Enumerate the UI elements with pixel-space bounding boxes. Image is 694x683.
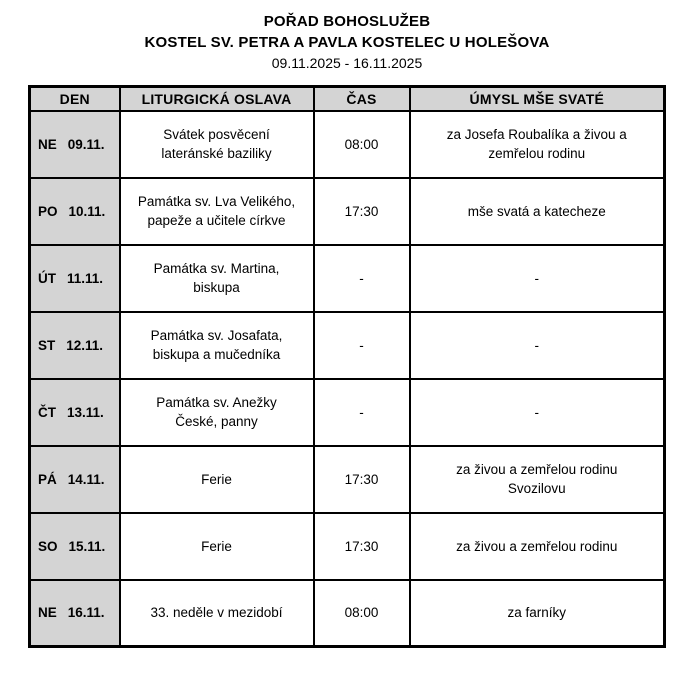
celebration-cell: Svátek posvěcení lateránské baziliky — [120, 111, 314, 178]
intention-cell: mše svatá a katecheze — [410, 178, 665, 245]
day-cell — [30, 178, 120, 245]
celebration-cell: Ferie — [120, 513, 314, 580]
table-row — [30, 111, 665, 178]
time-cell: 17:30 — [314, 446, 410, 513]
column-header-time: ČAS — [314, 87, 410, 111]
celebration-cell: Památka sv. Lva Velikého, papeže a učitele církve — [120, 178, 314, 245]
table-row — [30, 513, 665, 580]
day-date: 12.11. — [66, 337, 104, 353]
day-abbr: ÚT — [38, 270, 56, 286]
day-date: 13.11. — [67, 404, 104, 420]
intention-cell: za živou a zemřelou rodinu Svozilovu — [410, 446, 665, 513]
table-row — [30, 446, 665, 513]
day-cell — [30, 312, 120, 379]
day-abbr: NE — [38, 605, 57, 621]
day-date: 10.11. — [68, 203, 106, 219]
day-cell — [30, 111, 120, 178]
time-cell: - — [314, 379, 410, 446]
table-header-row — [30, 87, 665, 111]
day-date: 11.11. — [67, 270, 104, 286]
celebration-cell: Památka sv. Josafata, biskupa a mučedníka — [120, 312, 314, 379]
time-cell: 08:00 — [314, 111, 410, 178]
page-subtitle: KOSTEL SV. PETRA A PAVLA KOSTELEC U HOLEŠOVA — [144, 34, 550, 51]
day-cell — [30, 245, 120, 312]
column-header-intention: ÚMYSL MŠE SVATÉ — [410, 87, 665, 111]
day-date: 16.11. — [67, 605, 105, 621]
intention-cell: - — [410, 379, 665, 446]
day-abbr: SO — [38, 538, 58, 554]
time-cell: 17:30 — [314, 513, 410, 580]
time-cell: 17:30 — [314, 178, 410, 245]
day-date: 14.11. — [67, 471, 105, 487]
time-cell: 08:00 — [314, 580, 410, 647]
intention-cell: za živou a zemřelou rodinu — [410, 513, 665, 580]
date-range: 09.11.2025 - 16.11.2025 — [271, 55, 423, 71]
day-date: 09.11. — [67, 136, 105, 152]
day-abbr: PO — [38, 203, 58, 219]
day-cell — [30, 379, 120, 446]
schedule-table — [28, 85, 666, 648]
day-date: 15.11. — [68, 538, 106, 554]
day-abbr: ST — [38, 337, 56, 353]
table-row — [30, 379, 665, 446]
day-cell — [30, 513, 120, 580]
document-header — [0, 0, 694, 74]
intention-cell: - — [410, 312, 665, 379]
time-cell: - — [314, 312, 410, 379]
table-row — [30, 312, 665, 379]
day-cell — [30, 580, 120, 647]
table-row — [30, 580, 665, 647]
time-cell: - — [314, 245, 410, 312]
column-header-day: DEN — [30, 87, 120, 111]
day-abbr: ČT — [38, 404, 56, 420]
intention-cell: za farníky — [410, 580, 665, 647]
celebration-cell: Památka sv. Anežky České, panny — [120, 379, 314, 446]
column-header-celebration: LITURGICKÁ OSLAVA — [120, 87, 314, 111]
day-cell — [30, 446, 120, 513]
page-title: POŘAD BOHOSLUŽEB — [263, 13, 431, 30]
intention-cell: za Josefa Roubalíka a živou a zemřelou rodinu — [410, 111, 665, 178]
celebration-cell: 33. neděle v mezidobí — [120, 580, 314, 647]
day-abbr: PÁ — [38, 471, 57, 487]
celebration-cell: Ferie — [120, 446, 314, 513]
table-row — [30, 245, 665, 312]
table-row — [30, 178, 665, 245]
intention-cell: - — [410, 245, 665, 312]
celebration-cell: Památka sv. Martina, biskupa — [120, 245, 314, 312]
day-abbr: NE — [38, 136, 57, 152]
